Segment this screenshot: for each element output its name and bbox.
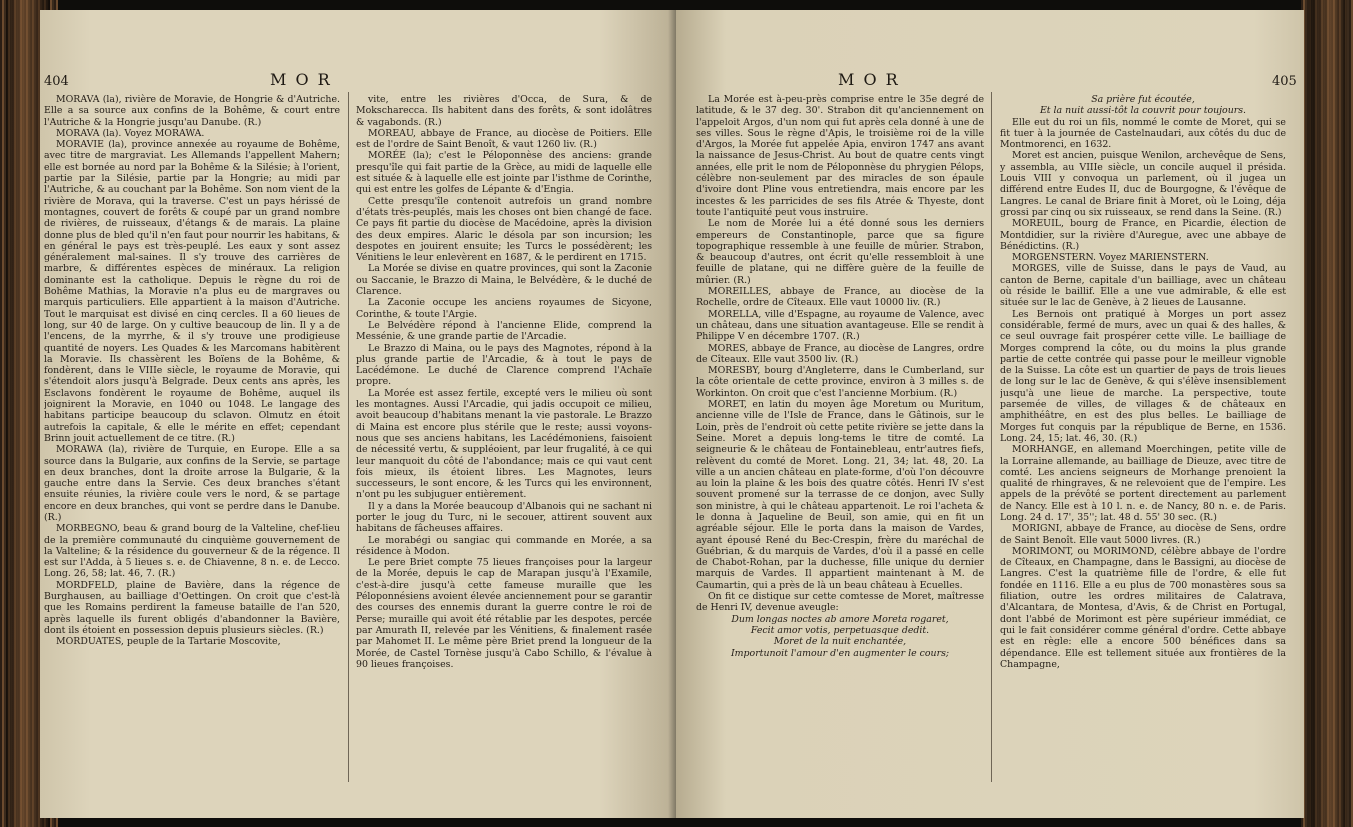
column-rule <box>991 92 992 782</box>
entry-paragraph: Le pere Briet compte 75 lieues françoises pour la largeur de la Morée, depuis le cap de Marapan jusqu'à l'Examile, c'est-à-dire jusqu'à cette fameuse muraille que les Péloponnésiens avoient élevée anciennement pour se garantir des courses des ennemis durant la guerre contre le roi de Perse; muraille qui avoit été rétablie par les despotes, percée par Amurath II, relevée par les Vénitiens, & finalement rasée par Mahomet II. Le même père Briet prend la longueur de la Morée, de Castel Tornèse jusqu'à Cabo Schillo, & l'évalue à 90 lieues françoises. <box>356 557 652 670</box>
entry-paragraph: Le Brazzo di Maina, ou le pays des Magnotes, répond à la plus grande partie de l'Arcadie, & à tout le pays de Lacédémone. Le duché de Clarence comprend l'Achaïe propre. <box>356 342 652 388</box>
left-page <box>40 10 676 818</box>
entry-paragraph: MORÉE (la); c'est le Péloponnèse des anciens: grande presqu'île qui fait partie de la Grèce, au midi de laquelle elle est située & à laquelle elle est jointe par l'isthme de Corinthe, qui est entre les golfes de Lépante & d'Engia. <box>356 150 652 196</box>
entry-paragraph: Cette presqu'île contenoit autrefois un grand nombre d'états très-peuplés, mais les choses ont bien changé de face. Ce pays fit partie du diocèse de Macédoine, après la division des deux empires. Alaric le désola par son incursion; les despotes en jouirent ensuite; les Turcs le possédèrent; les Vénitiens le leur enlevèrent en 1687, & le perdirent en 1715. <box>356 195 652 264</box>
entry-paragraph: Fecit amor votis, perpetuasque dedit. <box>750 624 930 636</box>
right-running-head: M O R <box>838 70 900 89</box>
entry-paragraph: La Zaconie occupe les anciens royaumes de Sicyone, Corinthe, & toute l'Argie. <box>356 297 652 320</box>
entry-paragraph: La Morée est à-peu-près comprise entre le 35e degré de latitude, & le 37 deg. 30'. Strabon dit qu'anciennement on l'appeloit Argos, d'un nom qui fut après cela donné à une de ses villes. Sous le règne d'Apis, le troisième roi de la ville d'Argos, la Morée fut appelée Apia, environ 1747 ans avant la naissance de Jesus-Christ. Au bout de quatre cents vingt années, elle prit le nom de Péloponnèse du phrygien Pélops, célèbre non-seulement par des miracles de son épaule d'ivoire dont Pline vous entretiendra, mais encore par les incestes & les parricides de ses fils Atrée & Thyeste, dont toute l'antiquité peut vous instruire. <box>696 94 984 218</box>
entry-paragraph: MORAVA (la), rivière de Moravie, de Hongrie & d'Autriche. Elle a sa source aux confins de la Bohême, & court entre l'Autriche & la Hongrie jusqu'au Danube. (R.) <box>44 94 340 128</box>
right-page-number: 405 <box>1272 74 1297 89</box>
entry-paragraph: Le Belvédère répond à l'ancienne Elide, comprend la Messénie, & une grande partie de l'Arcadie. <box>356 319 652 343</box>
entry-paragraph: vite, entre les rivières d'Occa, de Sura, & de Mokscharecca. Ils habitent dans des forêts, & sont idolâtres & vagabonds. (R.) <box>356 94 652 128</box>
entry-paragraph: MORELLA, ville d'Espagne, au royaume de Valence, avec un château, dans une situation avantageuse. Elle se rendit à Philippe V en décembre 1707. (R.) <box>696 308 984 343</box>
entry-paragraph: MORAVIE (la), province annexée au royaume de Bohême, avec titre de margraviat. Les Allemands l'appellent Mahern; elle est bornée au nord par la Bohême & la Silésie; à l'orient, partie par la Silésie, partie par la Hongrie; au midi par l'Autriche, & au couchant par la Bohême. Son nom vient de la rivière de Morava, qui la traverse. C'est un pays hérissé de montagnes, couvert de forêts & coupé par un grand nombre de rivières, de ruisseaux, d'étangs & de marais. La plaine donne plus de bled qu'il n'en faut pour nourrir les habitans, & en général le pays est très-peuplé. Les eaux y sont assez généralement mal-saines. Il s'y trouve des carrières de marbre, & différentes espèces de minéraux. La religion dominante est la catholique. Depuis le règne du roi de Bohême Mathias, la Moravie n'a plus eu de margraves ou marquis particuliers. Elle appartient à la maison d'Autriche. Tout le marquisat est divisé en cinq cercles. Il a 60 lieues de long, sur 40 de large. On y cultive beaucoup de lin. Il y a de l'encens, de la myrrhe, & il s'y trouve une prodigieuse quantité de noyers. Les Quades & les Marcomans habitèrent la Moravie. Ils chassèrent les Boïens de la Bohême, & fondèrent, dans le VIIIe siècle, le royaume de Moravie, qui s'étendoit alors jusqu'à Belgrade. Deux cents ans après, les Esclavons fondèrent le royaume de Bohême, auquel ils joignirent la Moravie, en 1040 ou 1048. Le langage des habitans participe beaucoup du sclavon. Olmutz en étoit autrefois la capitale, & elle le mérite en effet; cependant Brinn jouit actuellement de ce titre. (R.) <box>44 139 340 444</box>
left-column-1 <box>44 94 340 798</box>
entry-paragraph: Elle eut du roi un fils, nommé le comte de Moret, qui se fit tuer à la journée de Castelnaudari, aux côtés du duc de Montmorenci, en 1632. <box>1000 116 1286 151</box>
entry-paragraph: MORAVA (la). Voyez MORAWA. <box>56 127 205 139</box>
left-page-number: 404 <box>44 74 69 89</box>
entry-paragraph: MOREILLES, abbaye de France, au diocèse de la Rochelle, ordre de Cîteaux. Elle vaut 10000 liv. (R.) <box>696 286 984 309</box>
right-page <box>676 10 1304 818</box>
entry-paragraph: MORDFELD, plaine de Bavière, dans la régence de Burghausen, au bailliage d'Oettingen. On croit que c'est-là que les Romains perdirent la fameuse bataille de l'an 520, après laquelle ils furent obligés d'abandonner la Bavière, dont ils étoient en possession depuis plusieurs siècles. (R.) <box>44 579 340 636</box>
entry-paragraph: MORGENSTERN. Voyez MARIENSTERN. <box>1012 252 1209 264</box>
entry-paragraph: Importunoit l'amour d'en augmenter le cours; <box>730 647 950 659</box>
entry-paragraph: Moret est ancien, puisque Wenilon, archevêque de Sens, y assembla, au VIIIe siècle, un concile auquel il présida. Louis VIII y convoqua un parlement, où il jugea un différend entre Eudes II, duc de Bourgogne, & l'évêque de Langres. Le canal de Briare finit à Moret, où le Loing, déja grossi par cinq ou six ruisseaux, se rend dans la Seine. (R.) <box>1000 150 1286 218</box>
right-column-1 <box>696 94 984 798</box>
left-column-2 <box>356 94 652 798</box>
column-rule <box>348 92 349 782</box>
entry-paragraph: Les Bernois ont pratiqué à Morges un port assez considérable, fermé de murs, avec un quai & des halles, & ce seul ouvrage fait prospérer cette ville. Le bailliage de Morges comprend la côte, ou du moins la plus grande partie de cette contrée qui passe pour le meilleur vignoble de la Suisse. La côte est un quartier de pays de trois lieues de long sur le lac de Genève, & qui s'élève insensiblement jusqu'à une lieue de marche. La perspective, toute parsemée de villes, de villages & de châteaux en amphithéâtre, en est des plus belles. Le bailliage de Morges fut conquis par la république de Berne, en 1536. Long. 24, 15; lat. 46, 30. (R.) <box>1000 308 1286 444</box>
entry-paragraph: MORESBY, bourg d'Angleterre, dans le Cumberland, sur la côte orientale de cette province, environ à 3 milles s. de Workinton. On croit que c'est l'ancienne Morbium. (R.) <box>696 365 984 399</box>
entry-paragraph: MORET, en latin du moyen âge Moretum ou Muritum, ancienne ville de l'Isle de France, dans le Gâtinois, sur le Loin, près de l'endroit où cette petite rivière se jette dans la Seine. Moret a depuis long-tems le titre de comté. La seigneurie & le château de Fontainebleau, entr'autres fiefs, relèvent du comté de Moret. Long. 21, 34; lat. 48, 20. La ville a un ancien château en plate-forme, d'où l'on découvre au loin la plaine & les bois des quatre côtés. Henri IV s'est souvent promené sur la terrasse de ce donjon, avec Sully son ministre, à qui le château appartenoit. Le roi l'acheta & le donna à Jaqueline de Beuil, son amie, qui en fit un agréable séjour. Elle le porta dans la maison de Vardes, ayant épousé René du Bec-Crespin, frère du maréchal de Guébrian, & du marquis de Vardes, d'où il a passé en celle de Chabot-Rohan, par la duchesse, fille unique du dernier marquis de Vardes. Il appartient maintenant à M. de Caumartin, qui a près de là un beau château à Ecuelles. <box>696 399 984 591</box>
left-running-head: M O R <box>270 70 332 89</box>
entry-paragraph: MORDUATES, peuple de la Tartarie Moscovite, <box>56 636 281 648</box>
entry-paragraph: Le nom de Morée lui a été donné sous les derniers empereurs de Constantinople, parce que sa figure topographique ressemble à une feuille de mûrier. Strabon, & beaucoup d'autres, ont écrit qu'elle ressembloit à une feuille de platane, qui ne diffère guère de la feuille de mûrier. (R.) <box>696 218 984 286</box>
entry-paragraph: MOREUIL, bourg de France, en Picardie, élection de Montdidier, sur la rivière d'Auregue, avec une abbaye de Bénédictins. (R.) <box>1000 218 1286 252</box>
entry-paragraph: Dum longas noctes ab amore Moreta rogaret, <box>731 613 949 625</box>
entry-paragraph: On fit ce distique sur cette comtesse de Moret, maîtresse de Henri IV, devenue aveugle: <box>696 591 984 614</box>
entry-paragraph: MORES, abbaye de France, au diocèse de Langres, ordre de Cîteaux. Elle vaut 3500 liv. (R.) <box>696 342 984 365</box>
entry-paragraph: Et la nuit aussi-tôt la couvrit pour toujours. <box>1039 105 1247 117</box>
entry-paragraph: MORIMONT, ou MORIMOND, célèbre abbaye de l'ordre de Cîteaux, en Champagne, dans le Bassigni, au diocèse de Langres. C'est la quatrième fille de l'ordre, & elle fut fondée en 1116. Elle a eu plus de 700 monastères sous sa filiation, outre les ordres militaires de Calatrava, d'Alcantara, de Montesa, d'Avis, & de Christ en Portugal, dont l'abbé de Morimont est père supérieur immédiat, ce qui le fait considérer comme général d'ordre. Cette abbaye est en règle: elle a encore 500 bénéfices dans sa dépendance. Elle est tellement située aux frontières de la Champagne, <box>1000 545 1286 670</box>
entry-paragraph: MORHANGE, en allemand Moerchingen, petite ville de la Lorraine allemande, au bailliage de Dieuze, avec titre de comté. Les anciens seigneurs de Morhange prenoient la qualité de rhingraves, & ne relevoient que de l'empire. Les appels de la prévôté se portent directement au parlement de Nancy. Elle est à 10 l. n. e. de Nancy, 80 n. e. de Paris. Long. 24 d. 17', 35''; lat. 48 d. 55' 30 sec. (R.) <box>1000 444 1286 523</box>
right-column-2 <box>1000 94 1286 798</box>
entry-paragraph: MOREAU, abbaye de France, au diocèse de Poitiers. Elle est de l'ordre de Saint Benoît, & vaut 1260 liv. (R.) <box>356 127 652 151</box>
entry-paragraph: MORAWA (la), rivière de Turquie, en Europe. Elle a sa source dans la Bulgarie, aux confins de la Servie, se partage en deux branches, dont la droite arrose la Bulgarie, & la gauche entre dans la Servie. Ces deux branches s'étant ensuite réunies, la rivière coule vers le nord, & se partage encore en deux branches, qui vont se perdre dans le Danube. (R.) <box>44 444 340 523</box>
entry-paragraph: MORIGNI, abbaye de France, au diocèse de Sens, ordre de Saint Benoît. Elle vaut 5000 livres. (R.) <box>1000 523 1286 546</box>
entry-paragraph: La Morée se divise en quatre provinces, qui sont la Zaconie ou Saccanie, le Brazzo di Maina, le Belvédère, & le duché de Clarence. <box>356 263 652 298</box>
entry-paragraph: Il y a dans la Morée beaucoup d'Albanois qui ne sachant ni porter le joug du Turc, ni le secouer, attirent souvent aux habitans de fâcheuses affaires. <box>356 500 652 535</box>
entry-paragraph: Le morabégi ou sangiac qui commande en Morée, a sa résidence à Modon. <box>356 534 652 557</box>
entry-paragraph: Moret de la nuit enchantée, <box>773 636 907 648</box>
entry-paragraph: La Morée est assez fertile, excepté vers le milieu où sont les montagnes. Aussi l'Arcadie, qui jadis occupoit ce milieu, avoit beaucoup d'habitans menant la vie pastorale. Le Brazzo di Maina est encore plus stérile que le reste; aussi voyons-nous que ses anciens habitans, les Lacédémoniens, faisoient de nécessité vertu, & suppléoient, par leur frugalité, à ce qui leur manquoit du côté de l'abondance; mais ce qui vaut cent fois mieux, ils étoient libres. Les Magnotes, leurs successeurs, le sont encore, & les Turcs qui les environnent, n'ont pu les subjuguer entièrement. <box>356 387 652 501</box>
right-page-edges <box>1301 0 1353 827</box>
entry-paragraph: Sa prière fut écoutée, <box>1091 94 1195 105</box>
entry-paragraph: MORGES, ville de Suisse, dans le pays de Vaud, au canton de Berne, capitale d'un bailliage, avec un château où réside le baillif. Elle a une vue admirable, & elle est située sur le lac de Genève, à 2 lieues de Lausanne. <box>1000 263 1286 309</box>
entry-paragraph: MORBEGNO, beau & grand bourg de la Valteline, chef-lieu de la première communauté du cinquième gouvernement de la Valteline; & la résidence du gouverneur & de la régence. Il est sur l'Adda, à 5 lieues s. e. de Chiavenne, 8 n. e. de Lecco. Long. 26, 58; lat. 46, 7. (R.) <box>44 523 340 580</box>
